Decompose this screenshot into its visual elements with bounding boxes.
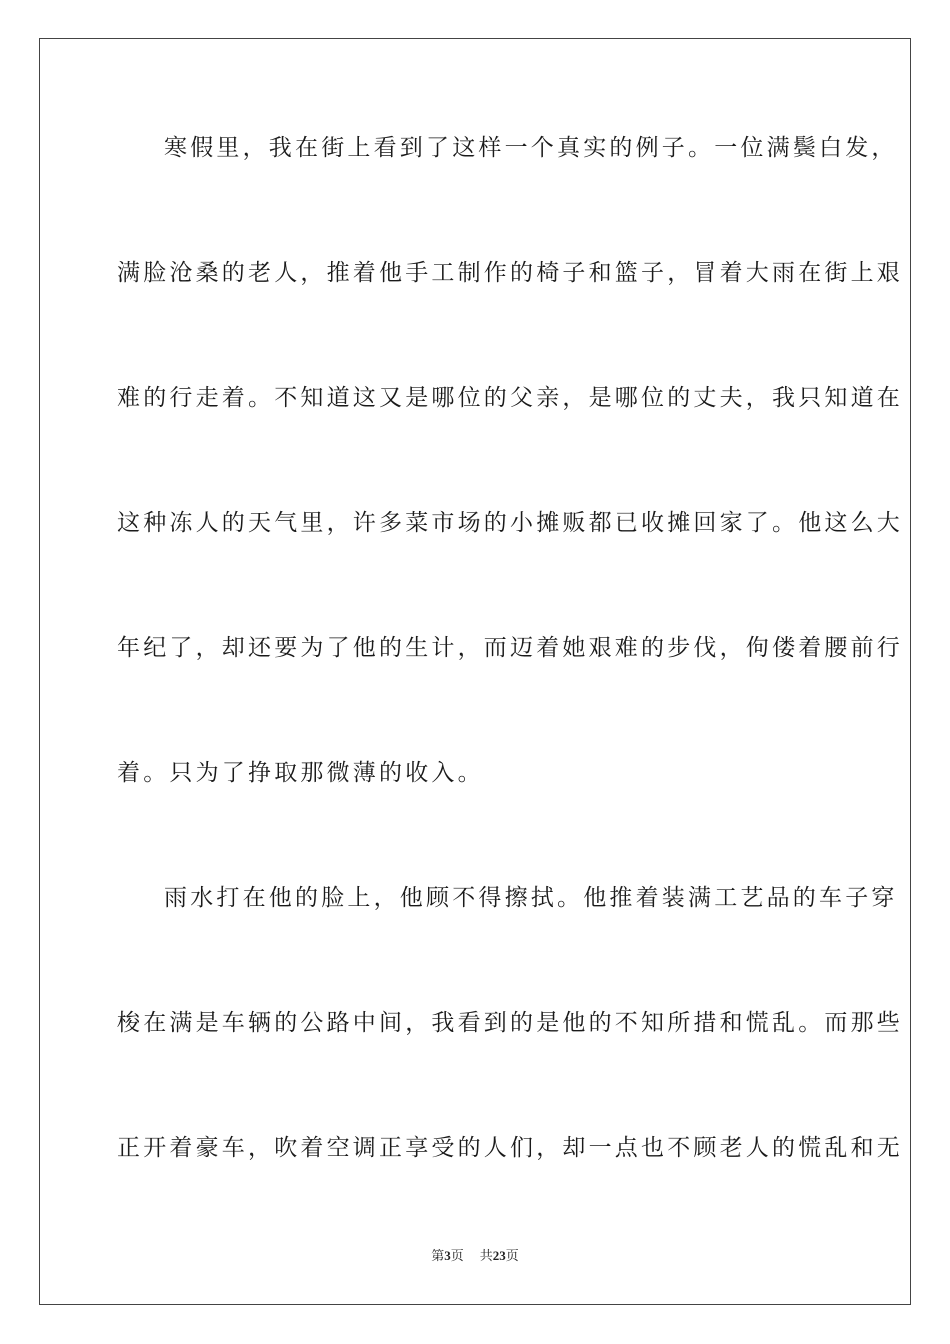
text-line-4: 这种冻人的天气里，许多菜市场的小摊贩都已收摊回家了。他这么大 (117, 510, 903, 536)
total-pages: 23 (492, 1248, 506, 1263)
text-line-9: 正开着豪车，吹着空调正享受的人们，却一点也不顾老人的慌乱和无 (117, 1135, 903, 1161)
page-prefix: 第 (431, 1248, 445, 1263)
text-line-7: 雨水打在他的脸上，他顾不得擦拭。他推着装满工艺品的车子穿 (164, 885, 898, 911)
page-number: 3 (444, 1248, 451, 1263)
page-border (39, 38, 911, 1305)
text-line-6: 着。只为了挣取那微薄的收入。 (117, 760, 484, 786)
page-footer (0, 1247, 950, 1265)
text-line-3: 难的行走着。不知道这又是哪位的父亲，是哪位的丈夫，我只知道在 (117, 385, 903, 411)
text-line-8: 梭在满是车辆的公路中间，我看到的是他的不知所措和慌乱。而那些 (117, 1010, 903, 1036)
total-suffix: 页 (505, 1248, 519, 1263)
text-line-1: 寒假里，我在街上看到了这样一个真实的例子。一位满鬓白发， (164, 135, 898, 161)
text-line-5: 年纪了，却还要为了他的生计，而迈着她艰难的步伐，佝偻着腰前行 (117, 635, 903, 661)
text-line-2: 满脸沧桑的老人，推着他手工制作的椅子和篮子，冒着大雨在街上艰 (117, 260, 903, 286)
total-prefix: 共 (479, 1248, 493, 1263)
page-suffix: 页 (450, 1248, 464, 1263)
